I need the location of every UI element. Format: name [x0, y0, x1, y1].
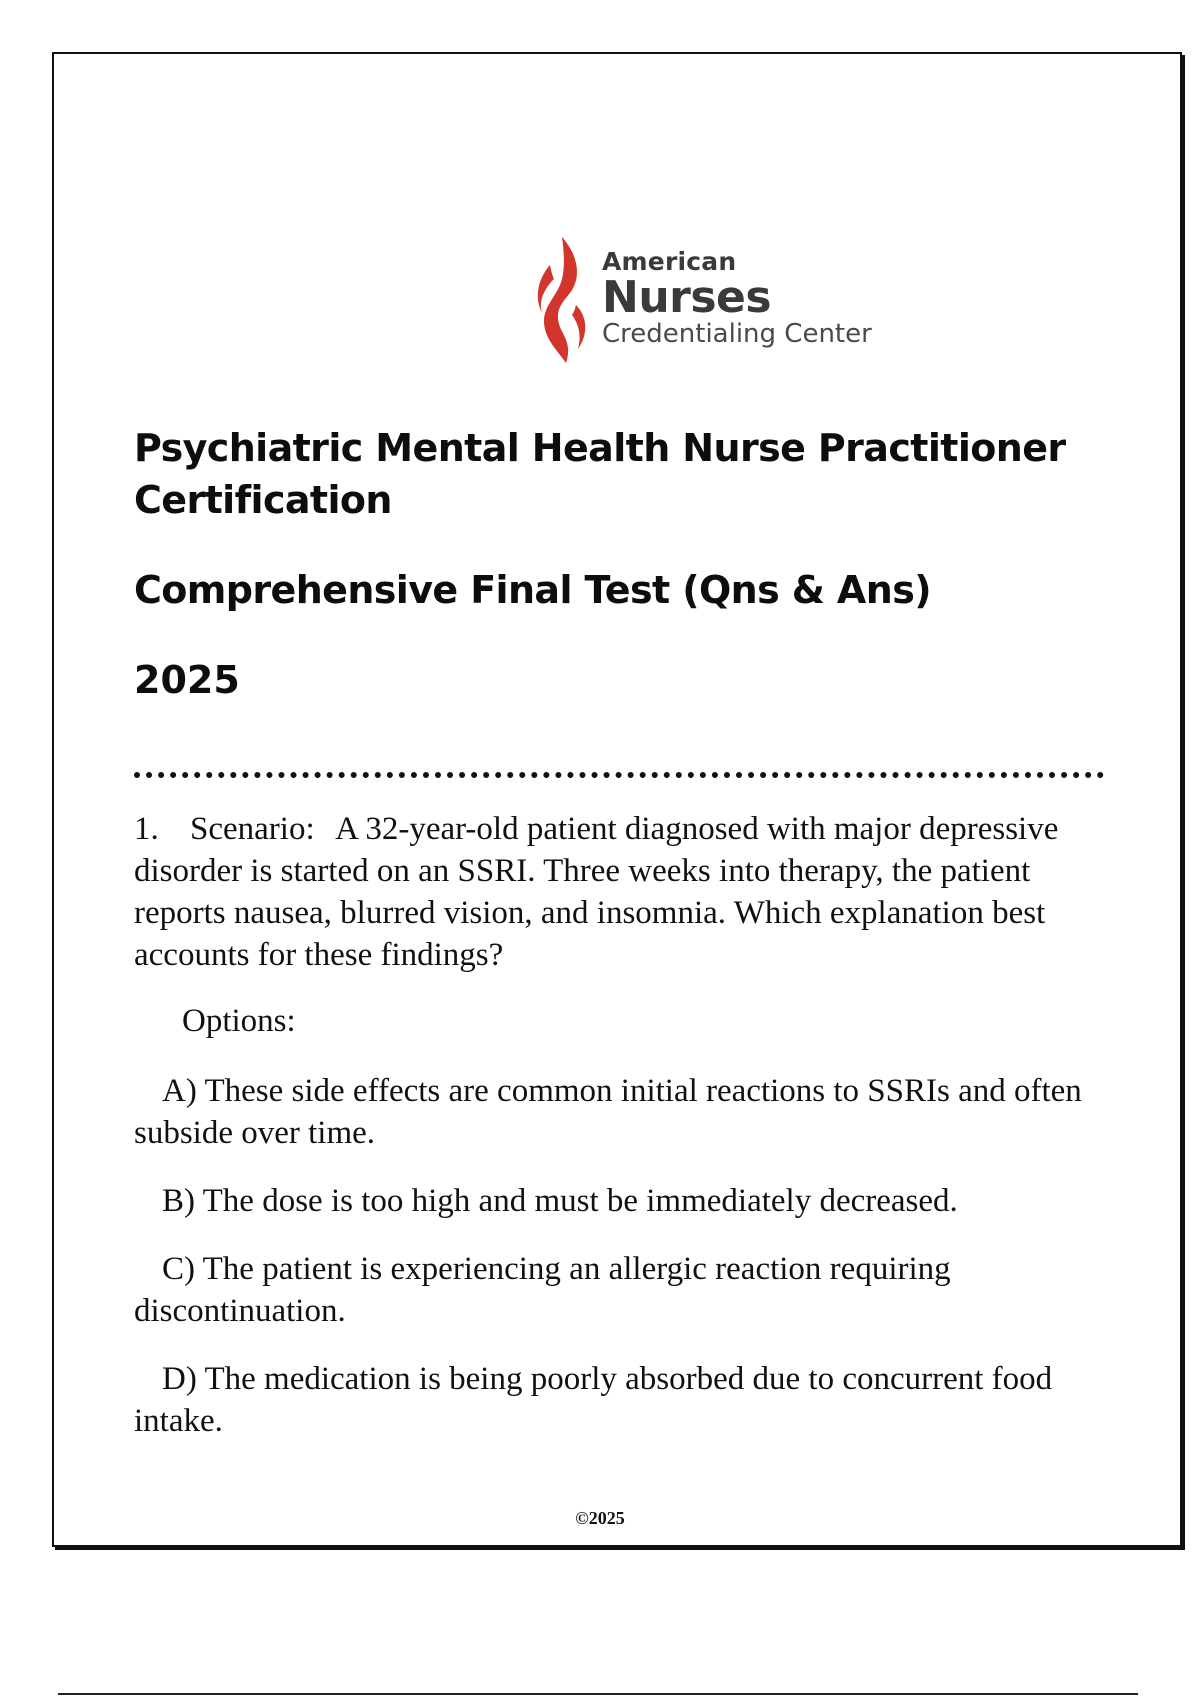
option-a: A) These side effects are common initial reactions to SSRIs and often subside over time.: [134, 1073, 1082, 1151]
logo-nurses-text: Nurses: [602, 272, 772, 323]
flame-icon: [532, 235, 594, 365]
logo-american-text: American: [602, 247, 737, 276]
document-year: 2025: [134, 658, 240, 702]
dotted-divider: [134, 772, 1104, 778]
title-block: [134, 422, 1114, 706]
option-c: C) The patient is experiencing an allergic reaction requiring discontinuation.: [134, 1251, 951, 1329]
question-stem: [134, 808, 1094, 976]
logo-credentialing-text: Credentialing Center: [602, 319, 872, 349]
question-block: [134, 808, 1094, 1442]
ancc-logo: [532, 235, 872, 370]
bottom-rule: [58, 1693, 1138, 1695]
copyright-footer: ©2025: [575, 1508, 625, 1528]
document-title: Psychiatric Mental Health Nurse Practitioner Certification: [134, 426, 1066, 522]
options-label: Options:: [182, 1003, 296, 1039]
question-label: Scenario:: [190, 811, 315, 847]
option-d: D) The medication is being poorly absorbed due to concurrent food intake.: [134, 1361, 1053, 1439]
question-text: A 32-year-old patient diagnosed with major depressive disorder is started on an SSRI. Three weeks into therapy, the patient reports nausea, blurred vision, and insomnia. Which explanation best accounts for these findings?: [134, 811, 1059, 973]
option-b: B) The dose is too high and must be immediately decreased.: [162, 1183, 958, 1219]
document-subtitle: Comprehensive Final Test (Qns & Ans): [134, 568, 931, 612]
question-number: 1.: [134, 811, 159, 847]
